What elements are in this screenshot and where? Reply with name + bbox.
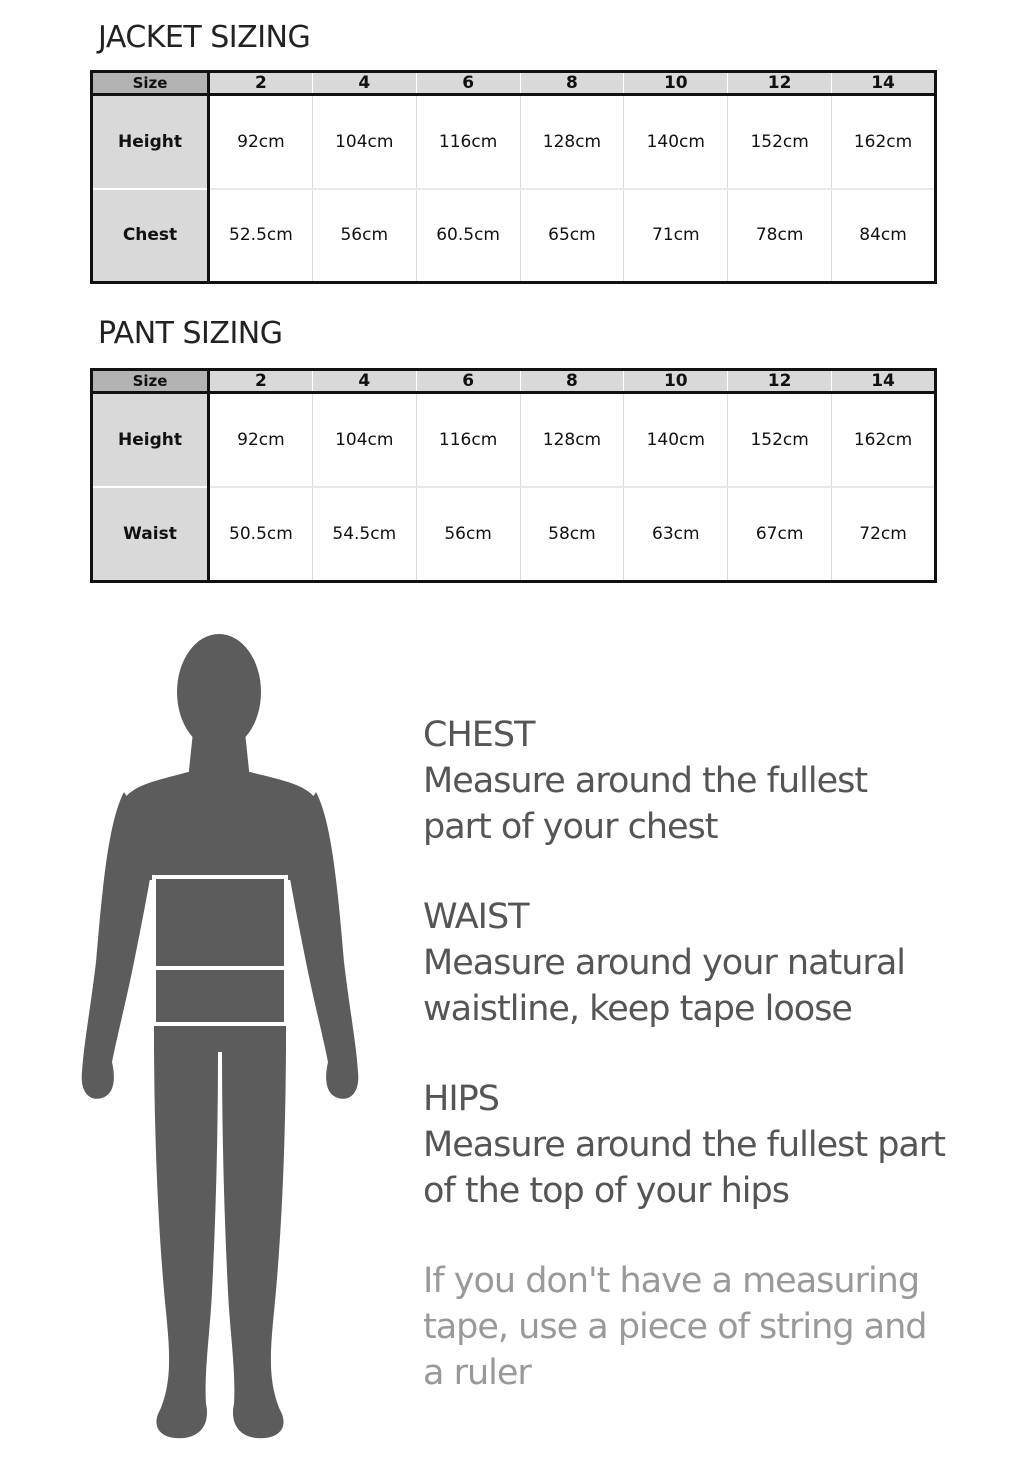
size-column-header: 2: [209, 72, 313, 95]
pant-sizing-title: PANT SIZING: [98, 316, 283, 351]
table-cell: 54.5cm: [312, 487, 416, 582]
table-cell: 104cm: [312, 95, 416, 189]
table-cell: 162cm: [832, 393, 936, 488]
table-cell: 71cm: [624, 189, 728, 283]
size-column-header: 12: [728, 72, 832, 95]
chest-text-line: Measure around the fullest: [423, 761, 868, 801]
table-cell: 84cm: [832, 189, 936, 283]
table-cell: 104cm: [312, 393, 416, 488]
tip-text-line: a ruler: [423, 1353, 531, 1393]
table-cell: 50.5cm: [209, 487, 313, 582]
table-cell: 162cm: [832, 95, 936, 189]
table-cell: 128cm: [520, 393, 624, 488]
child-body-silhouette-icon: [80, 632, 360, 1444]
size-column-header: 14: [832, 370, 936, 393]
table-cell: 56cm: [312, 189, 416, 283]
jacket-sizing-title: JACKET SIZING: [98, 20, 311, 55]
waist-instructions: [423, 894, 983, 1032]
table-cell: 72cm: [832, 487, 936, 582]
table-cell: 140cm: [624, 95, 728, 189]
chest-heading: CHEST: [423, 715, 535, 755]
waist-heading: WAIST: [423, 897, 529, 937]
hips-text-line: of the top of your hips: [423, 1171, 789, 1211]
table-row-chest: [92, 189, 936, 283]
row-label-waist: Waist: [92, 487, 209, 582]
size-column-header: 12: [728, 370, 832, 393]
table-row-waist: [92, 487, 936, 582]
table-header-row: [92, 72, 936, 95]
size-column-header: 10: [624, 370, 728, 393]
row-label-height: Height: [92, 95, 209, 189]
table-row-height: [92, 95, 936, 189]
table-cell: 92cm: [209, 393, 313, 488]
row-label-height: Height: [92, 393, 209, 488]
hips-text-line: Measure around the fullest part: [423, 1125, 945, 1165]
waist-text-line: waistline, keep tape loose: [423, 989, 852, 1029]
table-cell: 116cm: [416, 95, 520, 189]
tape-tip-note: [423, 1258, 983, 1396]
row-label-chest: Chest: [92, 189, 209, 283]
table-cell: 58cm: [520, 487, 624, 582]
measurement-guide: [423, 712, 983, 1440]
size-header-label: Size: [92, 370, 209, 393]
size-column-header: 4: [312, 72, 416, 95]
size-column-header: 6: [416, 370, 520, 393]
table-cell: 56cm: [416, 487, 520, 582]
table-header-row: [92, 370, 936, 393]
silhouette-body: [82, 634, 359, 1438]
size-column-header: 4: [312, 370, 416, 393]
table-cell: 65cm: [520, 189, 624, 283]
table-cell: 78cm: [728, 189, 832, 283]
table-row-height: [92, 393, 936, 488]
hips-heading: HIPS: [423, 1079, 499, 1119]
jacket-size-table: [90, 70, 937, 284]
table-cell: 128cm: [520, 95, 624, 189]
size-column-header: 8: [520, 370, 624, 393]
table-cell: 63cm: [624, 487, 728, 582]
hips-instructions: [423, 1076, 983, 1214]
table-cell: 152cm: [728, 95, 832, 189]
size-column-header: 8: [520, 72, 624, 95]
table-cell: 92cm: [209, 95, 313, 189]
size-header-label: Size: [92, 72, 209, 95]
chest-instructions: [423, 712, 983, 850]
size-column-header: 10: [624, 72, 728, 95]
table-cell: 52.5cm: [209, 189, 313, 283]
table-cell: 140cm: [624, 393, 728, 488]
table-cell: 67cm: [728, 487, 832, 582]
size-column-header: 6: [416, 72, 520, 95]
size-column-header: 14: [832, 72, 936, 95]
tip-text-line: If you don't have a measuring: [423, 1261, 920, 1301]
table-cell: 116cm: [416, 393, 520, 488]
size-column-header: 2: [209, 370, 313, 393]
waist-text-line: Measure around your natural: [423, 943, 905, 983]
table-cell: 60.5cm: [416, 189, 520, 283]
pant-size-table: [90, 368, 937, 583]
tip-text-line: tape, use a piece of string and: [423, 1307, 927, 1347]
table-cell: 152cm: [728, 393, 832, 488]
chest-text-line: part of your chest: [423, 807, 718, 847]
